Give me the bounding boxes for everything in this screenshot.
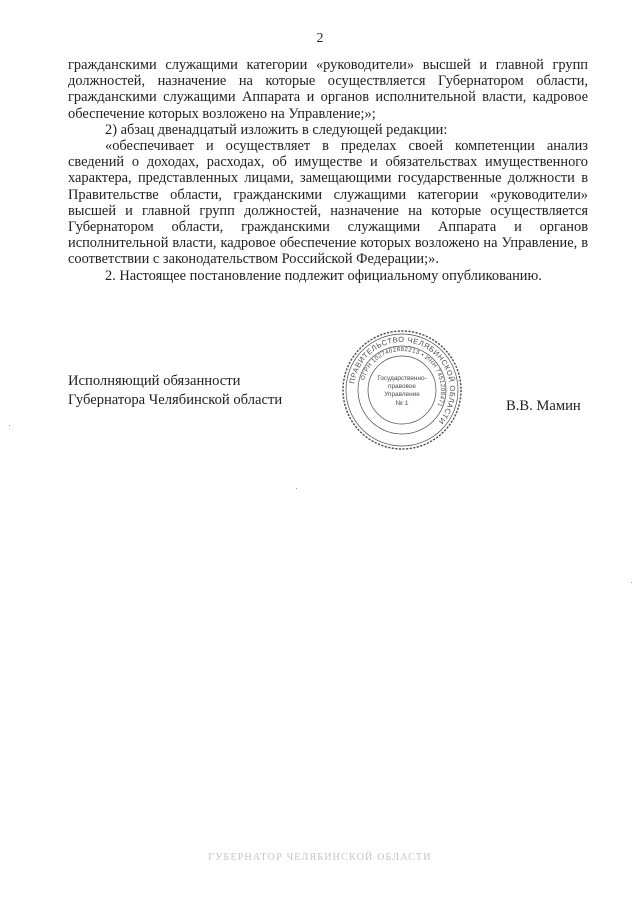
paragraph-amendment-text: «обеспечивает и осуществляет в пределах своей компетенции анализ сведений о доходах, расходах, об имуществе и обязательствах имущественного характера, представленных лицами, замещающими государственные должности в Правительстве области, гражданскими служащими категории «руководители» высшей и главной групп должностей, назначение на которые осуществляется Губернатором области, гражданскими служащими Аппарата и органов исполнительной власти, кадровое обеспечение которых возложено на Управление, в соответствии с законодательством Российской Федерации;».: [68, 138, 588, 268]
paragraph-amendment-intro: 2) абзац двенадцатый изложить в следующей редакции:: [105, 121, 448, 138]
paragraph-continuation: гражданскими служащими категории «руководители» высшей и главной групп должностей, назначение на которые осуществляется Губернатором области, гражданскими служащими Аппарата и органов исполнительной власти, кадровое обеспечение которых возложено на Управление;»;: [68, 57, 588, 122]
signature-position-line2: Губернатора Челябинской области: [68, 392, 283, 408]
seal-center: [377, 375, 426, 407]
seal-ring-textpath: ОГРН 1027402882213 • ИНН 7451208471: [360, 346, 446, 408]
scan-speck: [296, 488, 297, 489]
signature-position-line1: Исполняющий обязанности: [68, 373, 241, 389]
page-number: 2: [316, 31, 324, 46]
seal-center-line4: № 1: [395, 400, 409, 407]
scan-speck: [631, 582, 632, 583]
seal-outer-textpath: ПРАВИТЕЛЬСТВО ЧЕЛЯБИНСКОЙ ОБЛАСТИ: [347, 334, 458, 427]
document-body: [68, 57, 588, 284]
official-seal: [340, 328, 464, 452]
seal-center-line3: Управление: [384, 391, 420, 398]
seal-center-line2: правовое: [388, 383, 416, 390]
scan-speck: [9, 425, 10, 426]
paragraph-publication: 2. Настоящее постановление подлежит официальному опубликованию.: [105, 267, 542, 284]
footer-watermark: ГУБЕРНАТОР ЧЕЛЯБИНСКОЙ ОБЛАСТИ: [208, 852, 432, 863]
seal-center-line1: Государственно-: [377, 375, 427, 382]
signature-position: [68, 372, 282, 410]
signer-name: В.В. Мамин: [506, 398, 581, 414]
